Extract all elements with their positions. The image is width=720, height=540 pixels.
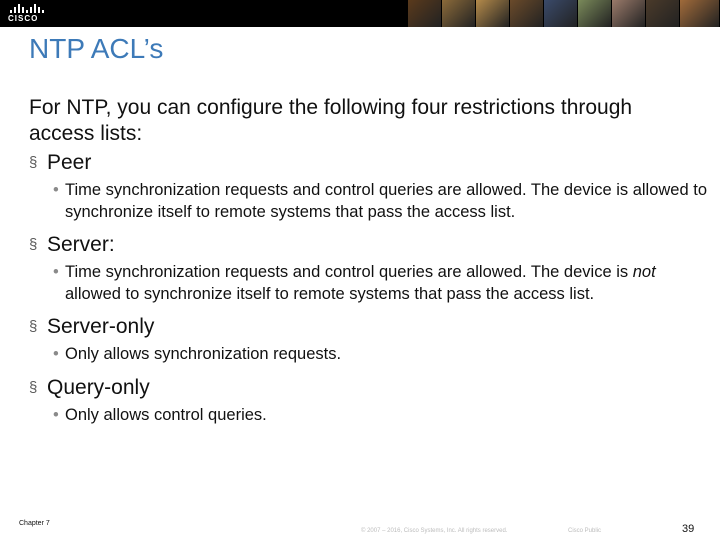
item-detail: Only allows synchronization requests. [65,345,342,363]
list-item-server [29,232,709,258]
intro-text: For NTP, you can configure the following four restrictions through access lists: [29,96,633,145]
cisco-wordmark: CISCO [8,14,39,23]
sub-item-server [29,262,709,305]
slide-body [29,95,709,426]
cisco-bars-icon [10,4,44,13]
list-item-server-only [29,314,709,340]
item-detail-emphasis: not [632,263,656,281]
header-bar [0,0,720,27]
footer-chapter: Chapter 7 [19,520,50,527]
list-item-query-only [29,375,709,401]
header-photo-strip [408,0,720,27]
item-detail-after: allowed to synchronize itself to remote systems that pass the access list. [65,284,595,303]
sub-item-query-only [29,405,709,427]
item-detail-before: Time synchronization requests and control queries are allowed. The device is [65,263,633,281]
header-photo [510,0,544,27]
section-bullet-icon: § [29,318,38,335]
item-detail: Time synchronization requests and control queries are allowed. The device is allowed to synchronize itself to remote systems that pass the access list. [65,181,708,221]
bullet-dot-icon: • [53,405,59,424]
header-photo [680,0,720,27]
header-photo [578,0,612,27]
header-photo [646,0,680,27]
bullet-dot-icon: • [53,263,59,281]
item-label: Peer [47,151,92,174]
slide-title: NTP ACL’s [29,33,164,64]
footer-copyright: © 2007 – 2016, Cisco Systems, Inc. All rights reserved. [361,528,508,534]
item-label: Server: [47,233,115,256]
item-detail: Only allows control queries. [65,405,267,424]
header-photo [544,0,578,27]
sub-item-peer [29,180,709,223]
sub-item-server-only [29,344,709,366]
section-bullet-icon: § [29,378,38,396]
section-bullet-icon: § [29,236,38,253]
item-label: Query-only [47,375,150,399]
cisco-logo [8,4,44,24]
bullet-dot-icon: • [53,345,59,363]
header-photo [408,0,442,27]
header-photo [442,0,476,27]
item-label: Server-only [47,315,155,338]
header-photo [476,0,510,27]
page-number: 39 [682,523,695,535]
header-photo [612,0,646,27]
list-item-peer [29,150,709,176]
footer-classification: Cisco Public [568,528,602,534]
bullet-dot-icon: • [53,181,59,199]
section-bullet-icon: § [29,154,38,171]
